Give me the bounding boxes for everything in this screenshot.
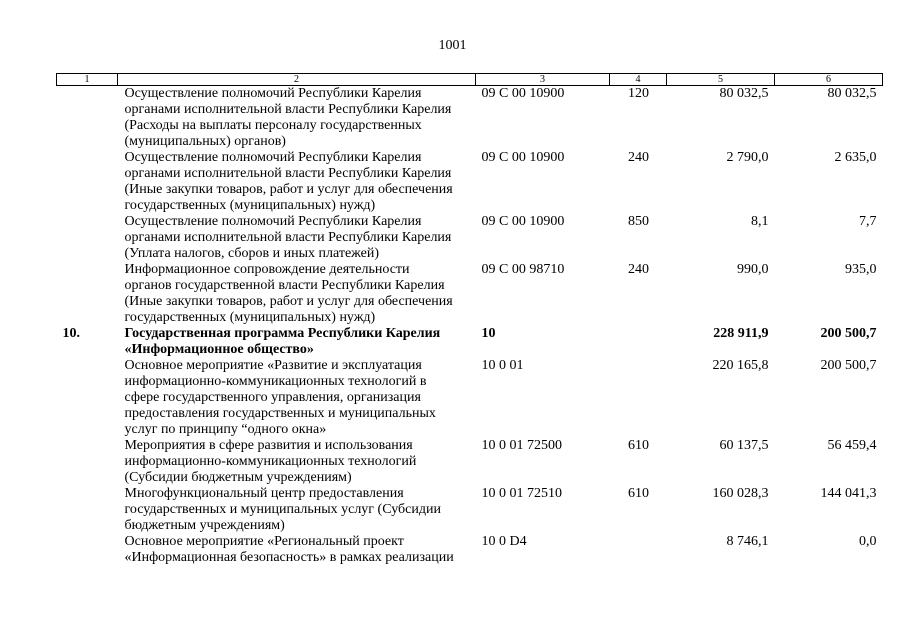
row-expense-type: 240	[628, 150, 649, 165]
column-header: 3	[476, 74, 610, 86]
row-code: 09 С 00 10900	[481, 86, 565, 101]
row-code: 10 0 D4	[481, 534, 527, 549]
row-name: Осуществление полномочий Республики Карелия органами исполнительной власти Республики Карелия (Уплата налогов, сборов и иных платежей)	[124, 214, 452, 261]
row-amount-2: 935,0	[845, 262, 877, 277]
table-row	[57, 86, 883, 151]
table-row	[57, 534, 883, 566]
row-name: Информационное сопровождение деятельности органов государственной власти Республики Карелия (Иные закупки товаров, работ и услуг для обеспечения государственных (муниципальных) нужд)	[124, 262, 453, 325]
row-name: Государственная программа Республики Карелия «Информационное общество»	[124, 326, 441, 357]
row-expense-type: 240	[628, 262, 649, 277]
budget-table	[56, 73, 883, 566]
row-amount-1: 8,1	[751, 214, 769, 229]
row-code: 09 С 00 10900	[481, 150, 565, 165]
row-number	[57, 486, 118, 534]
row-expense-type: 610	[628, 438, 649, 453]
row-number	[57, 150, 118, 214]
row-name: Осуществление полномочий Республики Карелия органами исполнительной власти Республики Карелия (Иные закупки товаров, работ и услуг для обеспечения государственных (муниципальных) нужд)	[124, 150, 453, 213]
row-amount-1: 160 028,3	[712, 486, 769, 501]
table-row	[57, 150, 883, 214]
row-number	[57, 358, 118, 438]
row-amount-2: 7,7	[859, 214, 877, 229]
row-expense-type: 610	[628, 486, 649, 501]
column-header: 4	[610, 74, 667, 86]
row-amount-1: 80 032,5	[719, 86, 769, 101]
row-number	[57, 534, 118, 566]
row-amount-1: 220 165,8	[712, 358, 769, 373]
column-header: 6	[775, 74, 883, 86]
row-name: Осуществление полномочий Республики Карелия органами исполнительной власти Республики Карелия (Расходы на выплаты персоналу государственных (муниципальных) органов)	[124, 86, 452, 149]
row-expense-type	[610, 358, 667, 438]
column-header: 5	[667, 74, 775, 86]
row-code: 09 С 00 10900	[481, 214, 565, 229]
row-amount-2: 200 500,7	[820, 358, 877, 373]
row-code: 10	[481, 326, 496, 341]
row-amount-2: 56 459,4	[827, 438, 877, 453]
row-code: 10 0 01 72500	[481, 438, 562, 453]
row-name: Мероприятия в сфере развития и использования информационно-коммуникационных технологий (Субсидии бюджетным учреждениям)	[124, 438, 417, 485]
row-expense-type	[610, 326, 667, 358]
table-row	[57, 214, 883, 262]
row-amount-1: 60 137,5	[719, 438, 769, 453]
row-amount-2: 144 041,3	[820, 486, 877, 501]
row-amount-1: 2 790,0	[726, 150, 769, 165]
table-row	[57, 262, 883, 326]
row-number	[57, 262, 118, 326]
row-amount-2: 80 032,5	[827, 86, 877, 101]
row-code: 10 0 01	[481, 358, 524, 373]
row-number: 10.	[62, 326, 80, 341]
row-amount-1: 990,0	[737, 262, 769, 277]
row-number	[57, 214, 118, 262]
column-number-header-row	[57, 74, 883, 86]
row-amount-1: 228 911,9	[713, 326, 769, 341]
row-number	[57, 86, 118, 151]
row-amount-2: 2 635,0	[834, 150, 877, 165]
page-number: 1001	[438, 38, 467, 53]
row-expense-type: 120	[628, 86, 649, 101]
row-number	[57, 438, 118, 486]
column-header: 2	[118, 74, 476, 86]
row-name: Многофункциональный центр предоставления государственных и муниципальных услуг (Субсидии бюджетным учреждениям)	[124, 486, 441, 533]
row-code: 10 0 01 72510	[481, 486, 562, 501]
table-row	[57, 358, 883, 438]
table-row	[57, 486, 883, 534]
row-expense-type	[610, 534, 667, 566]
row-expense-type: 850	[628, 214, 649, 229]
row-amount-1: 8 746,1	[726, 534, 769, 549]
row-amount-2: 200 500,7	[820, 326, 877, 341]
row-code: 09 С 00 98710	[481, 262, 565, 277]
column-header: 1	[57, 74, 118, 86]
program-row	[57, 326, 883, 358]
row-amount-2: 0,0	[859, 534, 877, 549]
row-name: Основное мероприятие «Развитие и эксплуатация информационно-коммуникационных технологий в сфере государственного управления, организация предоставления государственных и муниципальных услуг по принципу “одного окна»	[124, 358, 436, 437]
table-row	[57, 438, 883, 486]
row-name: Основное мероприятие «Региональный проект «Информационная безопасность» в рамках реализации	[124, 534, 454, 565]
